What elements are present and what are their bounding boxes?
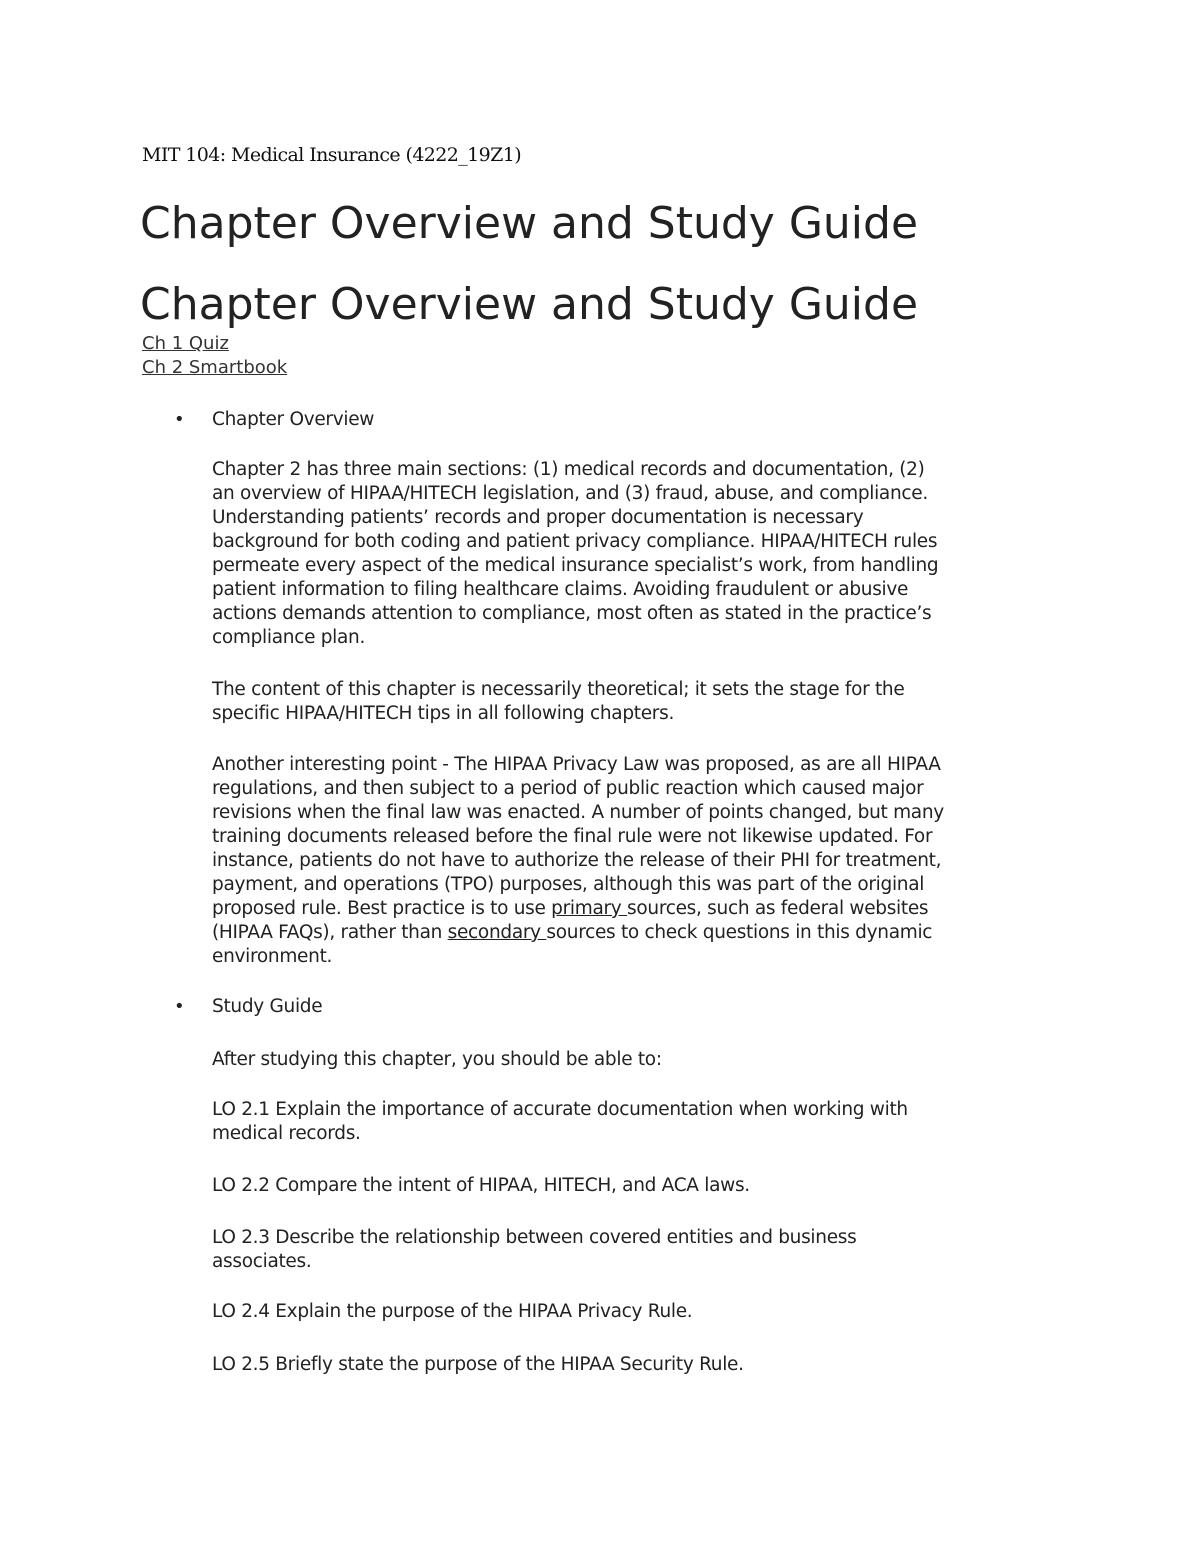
section-heading-chapter-overview: Chapter Overview bbox=[212, 409, 375, 430]
text-line: compliance plan. bbox=[212, 627, 366, 648]
overview-paragraph-2 bbox=[212, 678, 904, 726]
bullet-icon: • bbox=[174, 409, 185, 430]
text-line: background for both coding and patient privacy compliance. HIPAA/HITECH rules bbox=[212, 531, 938, 552]
objective-lo-2-1 bbox=[212, 1098, 908, 1146]
text-line: Chapter 2 has three main sections: (1) medical records and documentation, (2) bbox=[212, 459, 925, 480]
text-line: training documents released before the final rule were not likewise updated. For bbox=[212, 826, 933, 847]
text-line: patient information to filing healthcare claims. Avoiding fraudulent or abusive bbox=[212, 579, 909, 600]
text-segment: (HIPAA FAQs), rather than bbox=[212, 922, 448, 943]
text-line: an overview of HIPAA/HITECH legislation, and (3) fraud, abuse, and compliance. bbox=[212, 483, 928, 504]
text-line: payment, and operations (TPO) purposes, although this was part of the original bbox=[212, 874, 925, 895]
overview-paragraph-3 bbox=[212, 753, 944, 969]
primary-sources-link[interactable]: primary bbox=[551, 898, 628, 919]
text-line: regulations, and then subject to a period of public reaction which caused major bbox=[212, 778, 924, 799]
text-line: specific HIPAA/HITECH tips in all following chapters. bbox=[212, 703, 675, 724]
text-line: LO 2.5 Briefly state the purpose of the HIPAA Security Rule. bbox=[212, 1354, 744, 1375]
text-line: LO 2.3 Describe the relationship between covered entities and business bbox=[212, 1227, 857, 1248]
text-line: LO 2.4 Explain the purpose of the HIPAA Privacy Rule. bbox=[212, 1301, 693, 1322]
text-line: associates. bbox=[212, 1251, 312, 1272]
text-line: LO 2.1 Explain the importance of accurate documentation when working with bbox=[212, 1099, 908, 1120]
text-segment: sources, such as federal websites bbox=[627, 898, 929, 919]
overview-paragraph-1 bbox=[212, 458, 938, 650]
objective-lo-2-4 bbox=[212, 1300, 692, 1324]
text-line: medical records. bbox=[212, 1123, 361, 1144]
text-line: actions demands attention to compliance, most often as stated in the practice’s bbox=[212, 603, 932, 624]
secondary-sources-link[interactable]: secondary bbox=[447, 922, 547, 943]
study-intro: After studying this chapter, you should be able to: bbox=[212, 1049, 662, 1070]
text-segment: sources to check questions in this dynamic bbox=[546, 922, 933, 943]
course-header: MIT 104: Medical Insurance (4222_19Z1) bbox=[142, 144, 522, 166]
page-title-repeat: Chapter Overview and Study Guide bbox=[140, 279, 919, 330]
ch1-quiz-link[interactable]: Ch 1 Quiz bbox=[142, 333, 229, 354]
text-line: LO 2.2 Compare the intent of HIPAA, HITECH, and ACA laws. bbox=[212, 1175, 750, 1196]
text-line bbox=[212, 921, 944, 945]
text-segment: proposed rule. Best practice is to use bbox=[212, 898, 552, 919]
page-title: Chapter Overview and Study Guide bbox=[140, 198, 919, 249]
text-line bbox=[212, 897, 944, 921]
text-line: revisions when the final law was enacted. A number of points changed, but many bbox=[212, 802, 944, 823]
objective-lo-2-3 bbox=[212, 1226, 856, 1274]
text-line: Another interesting point - The HIPAA Privacy Law was proposed, as are all HIPAA bbox=[212, 754, 941, 775]
text-line: instance, patients do not have to authorize the release of their PHI for treatment, bbox=[212, 850, 942, 871]
section-heading-study-guide: Study Guide bbox=[212, 996, 323, 1017]
objective-lo-2-5 bbox=[212, 1353, 744, 1377]
text-line: Understanding patients’ records and proper documentation is necessary bbox=[212, 507, 864, 528]
text-line: permeate every aspect of the medical insurance specialist’s work, from handling bbox=[212, 555, 939, 576]
ch2-smartbook-link[interactable]: Ch 2 Smartbook bbox=[142, 357, 288, 378]
objective-lo-2-2 bbox=[212, 1174, 750, 1198]
bullet-icon: • bbox=[174, 996, 185, 1017]
text-line: environment. bbox=[212, 946, 333, 967]
text-line: The content of this chapter is necessarily theoretical; it sets the stage for the bbox=[212, 679, 905, 700]
